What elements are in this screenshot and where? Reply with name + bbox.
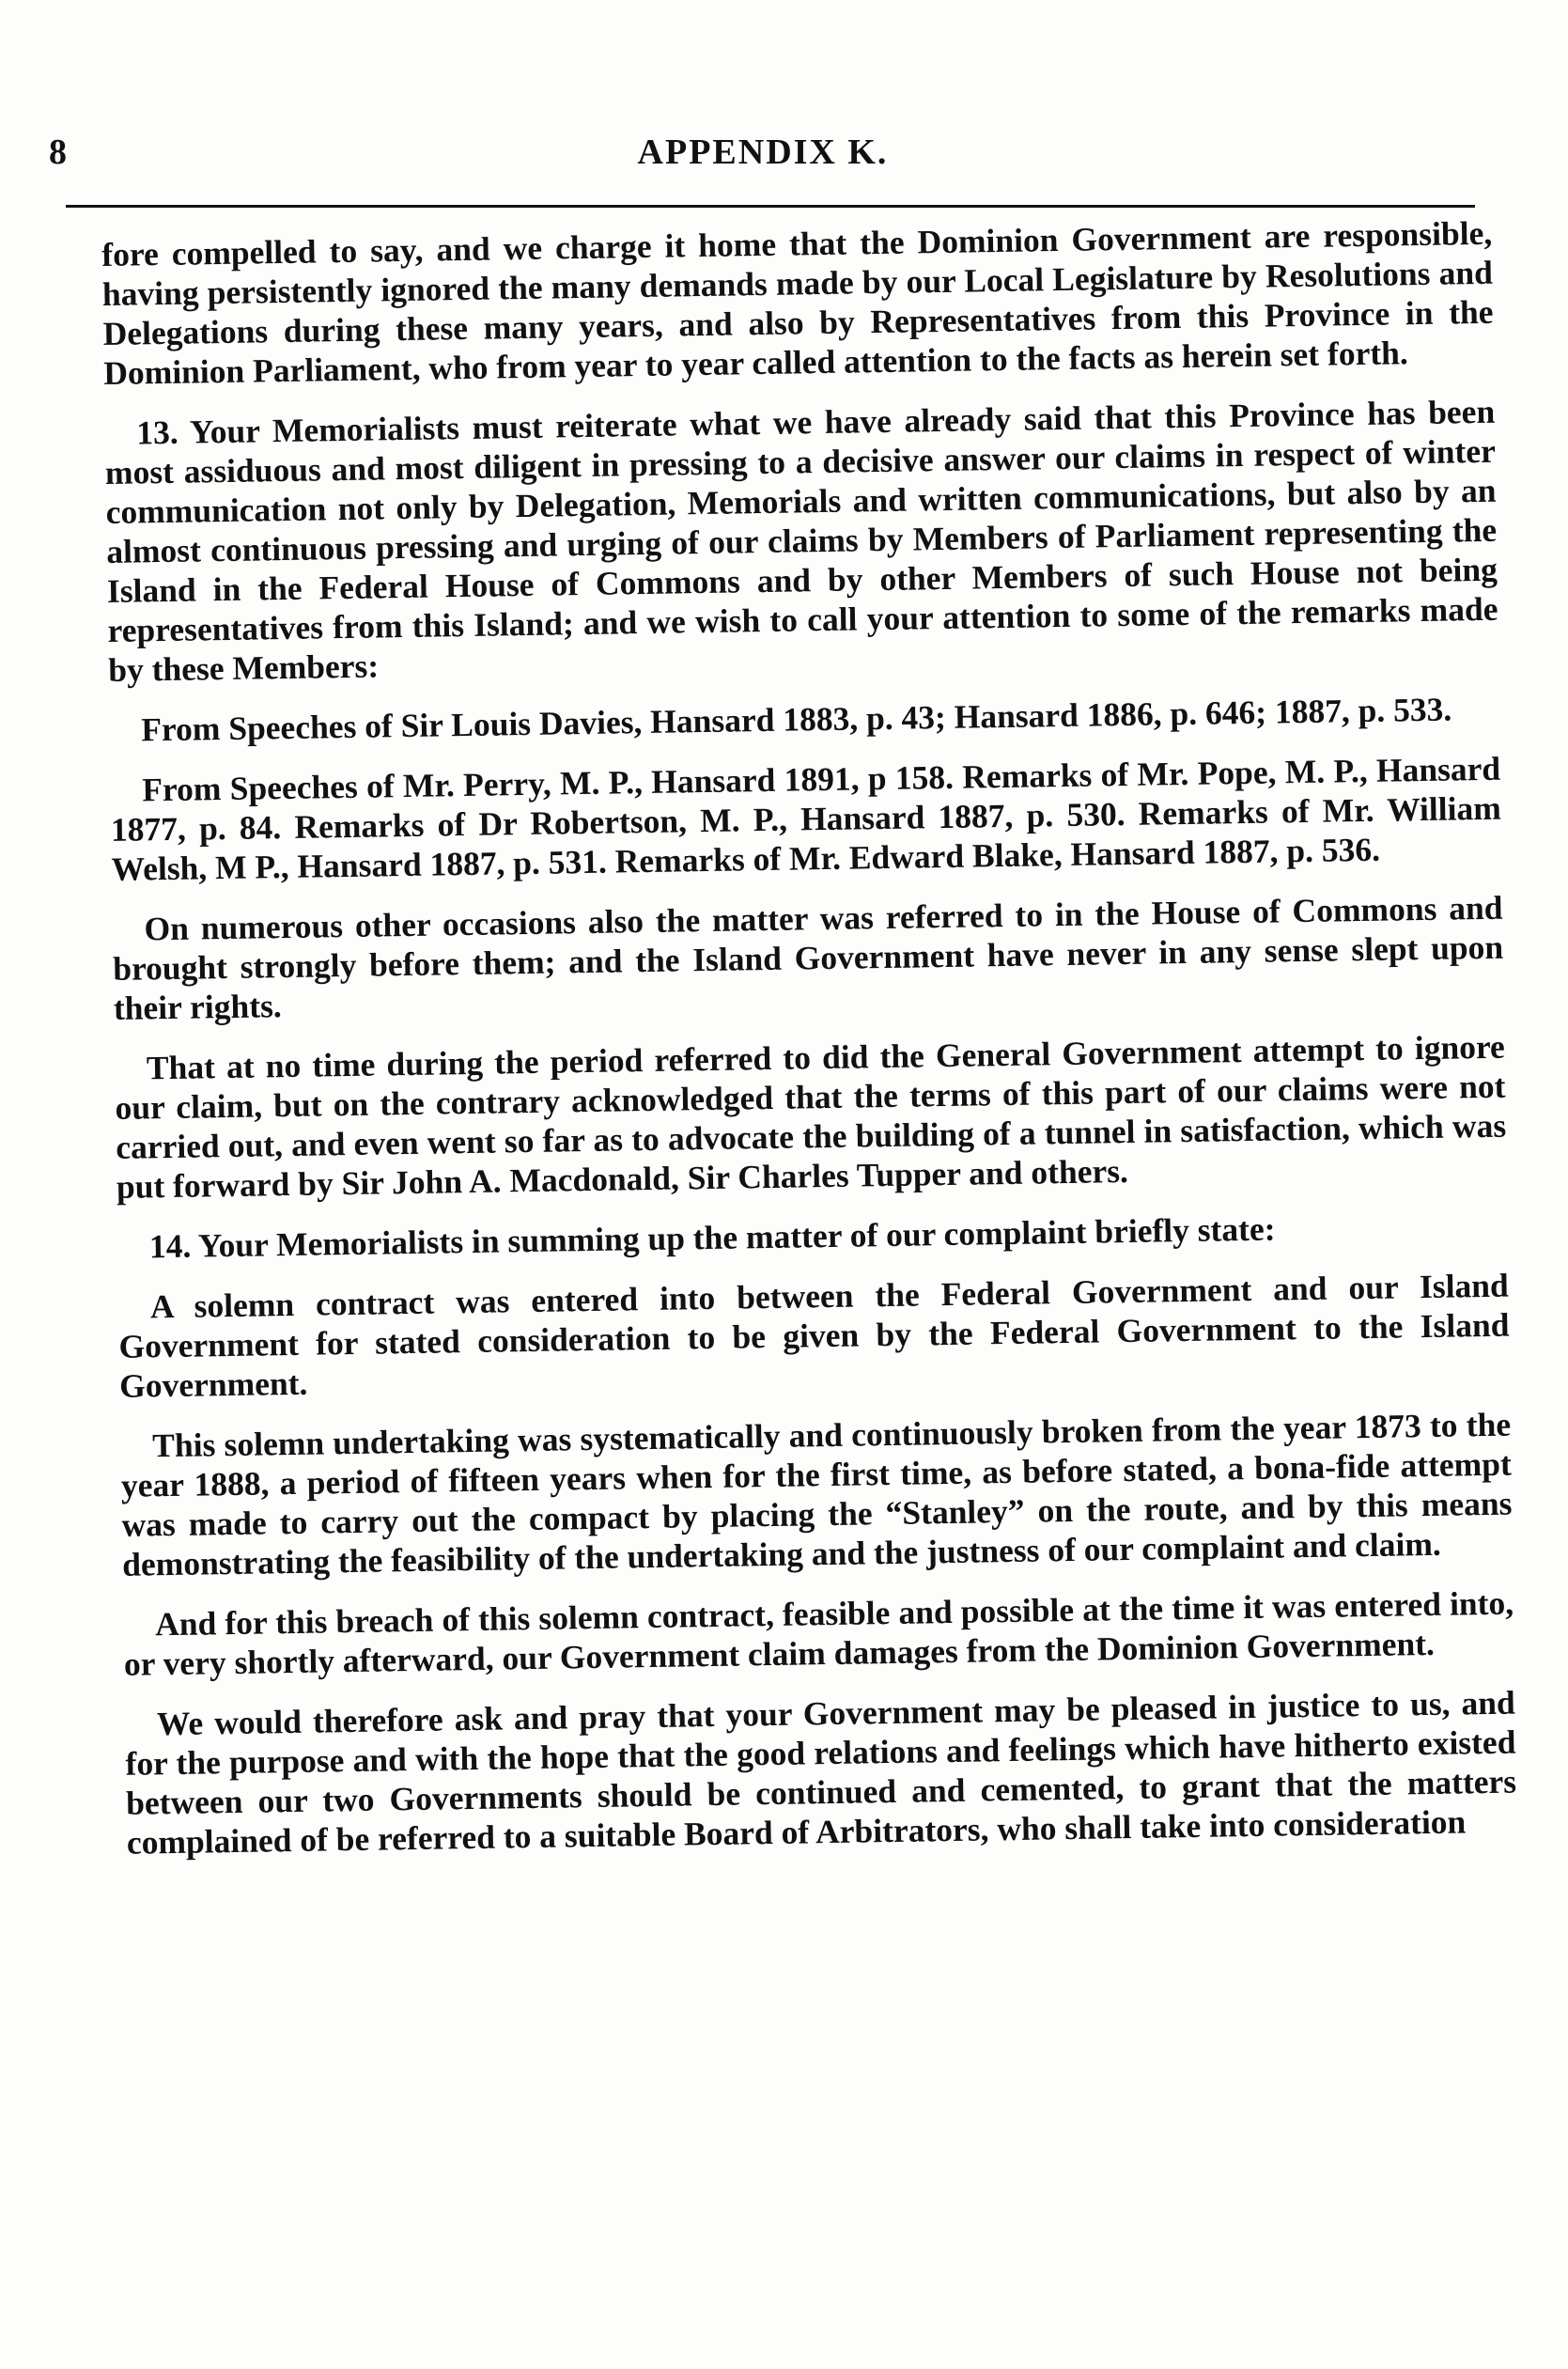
- paragraph-davies-speeches: From Speeches of Sir Louis Davies, Hansard 1883, p. 43; Hansard 1886, p. 646; 1887, p. 533.: [140, 690, 1452, 749]
- paragraph-perry-speeches: From Speeches of Mr. Perry, M. P., Hansard 1891, p 158. Remarks of Mr. Pope, M. P., Hansard 1877, p. 84. Remarks of Dr Robertson, M. P., Hansard 1887, p. 530. Remarks of Mr. William Welsh, M P., Hansard 1887, p. 531. Remarks of Mr. Edward Blake, Hansard 1887, p. 536.: [110, 749, 1502, 888]
- paragraph-numerous-occasions: On numerous other occasions also the matter was referred to in the House of Commons and brought strongly before them; and the Island Government have never in any sense slept upon their rights.: [112, 888, 1504, 1027]
- paragraph-general-government: That at no time during the period referred to did the General Government attempt to ignore our claim, but on the contrary acknowledged that the terms of this part of our claims were not carried out, and even went so far as to advocate the building of a tunnel in satisfaction, which was put forward by Sir John A. Macdonald, Sir Charles Tupper and others.: [115, 1027, 1507, 1206]
- paragraph-breach-damages: And for this breach of this solemn contract, feasible and possible at the time it was entered into, or very shortly afterward, our Government claim damages from the Dominion Government.: [123, 1583, 1514, 1683]
- paragraph-undertaking-broken: This solemn undertaking was systematically and continuously broken from the year 1873 to the year 1888, a period of fifteen years when for the first time, as before stated, a bona-fide attempt was made to carry out the compact by placing the “Stanley” on the route, and by this means demonstrating the feasibility of the undertaking and the justness of our complaint and claim.: [120, 1405, 1513, 1583]
- header-rule: [66, 205, 1475, 208]
- page-number: 8: [49, 132, 67, 172]
- paragraph-13: 13. Your Memorialists must reiterate what we have already said that this Province has been most assiduous and most diligent in pressing to a decisive answer our claims in respect of winter communication not only by Delegation, Memorials and written communications, but also by an almost continuous pressing and urging of our claims by Members of Parliament representing the Island in the Federal House of Commons and by other Members of such House not being representatives from this Island; and we wish to call your attention to some of the remarks made by these Members:: [104, 392, 1498, 689]
- paragraph-continuation: fore compelled to say, and we charge it home that the Dominion Government are responsible, having persistently ignored the many demands made by our Local Legislature by Resolutions and Delegations during these many years, and also by Representatives from this Province in the Dominion Parliament, who from year to year called attention to the facts as herein set forth.: [101, 213, 1494, 392]
- paragraph-arbitration-request: We would therefore ask and pray that your Government may be pleased in justice to us, and for the purpose and with the hope that the good relations and feelings which have hitherto existed between our two Governments should be continued and cemented, to grant that the matters complained of be referred to a suitable Board of Arbitrators, who shall take into consideration: [125, 1683, 1517, 1862]
- paragraph-14: 14. Your Memorialists in summing up the matter of our complaint briefly state:: [148, 1209, 1276, 1266]
- page-header: [49, 132, 1477, 188]
- paragraph-solemn-contract: A solemn contract was entered into between the Federal Government and our Island Government for stated consideration to be given by the Federal Government to the Island Government.: [118, 1266, 1510, 1405]
- body-text: [101, 213, 1517, 1883]
- running-head: APPENDIX K.: [637, 132, 889, 172]
